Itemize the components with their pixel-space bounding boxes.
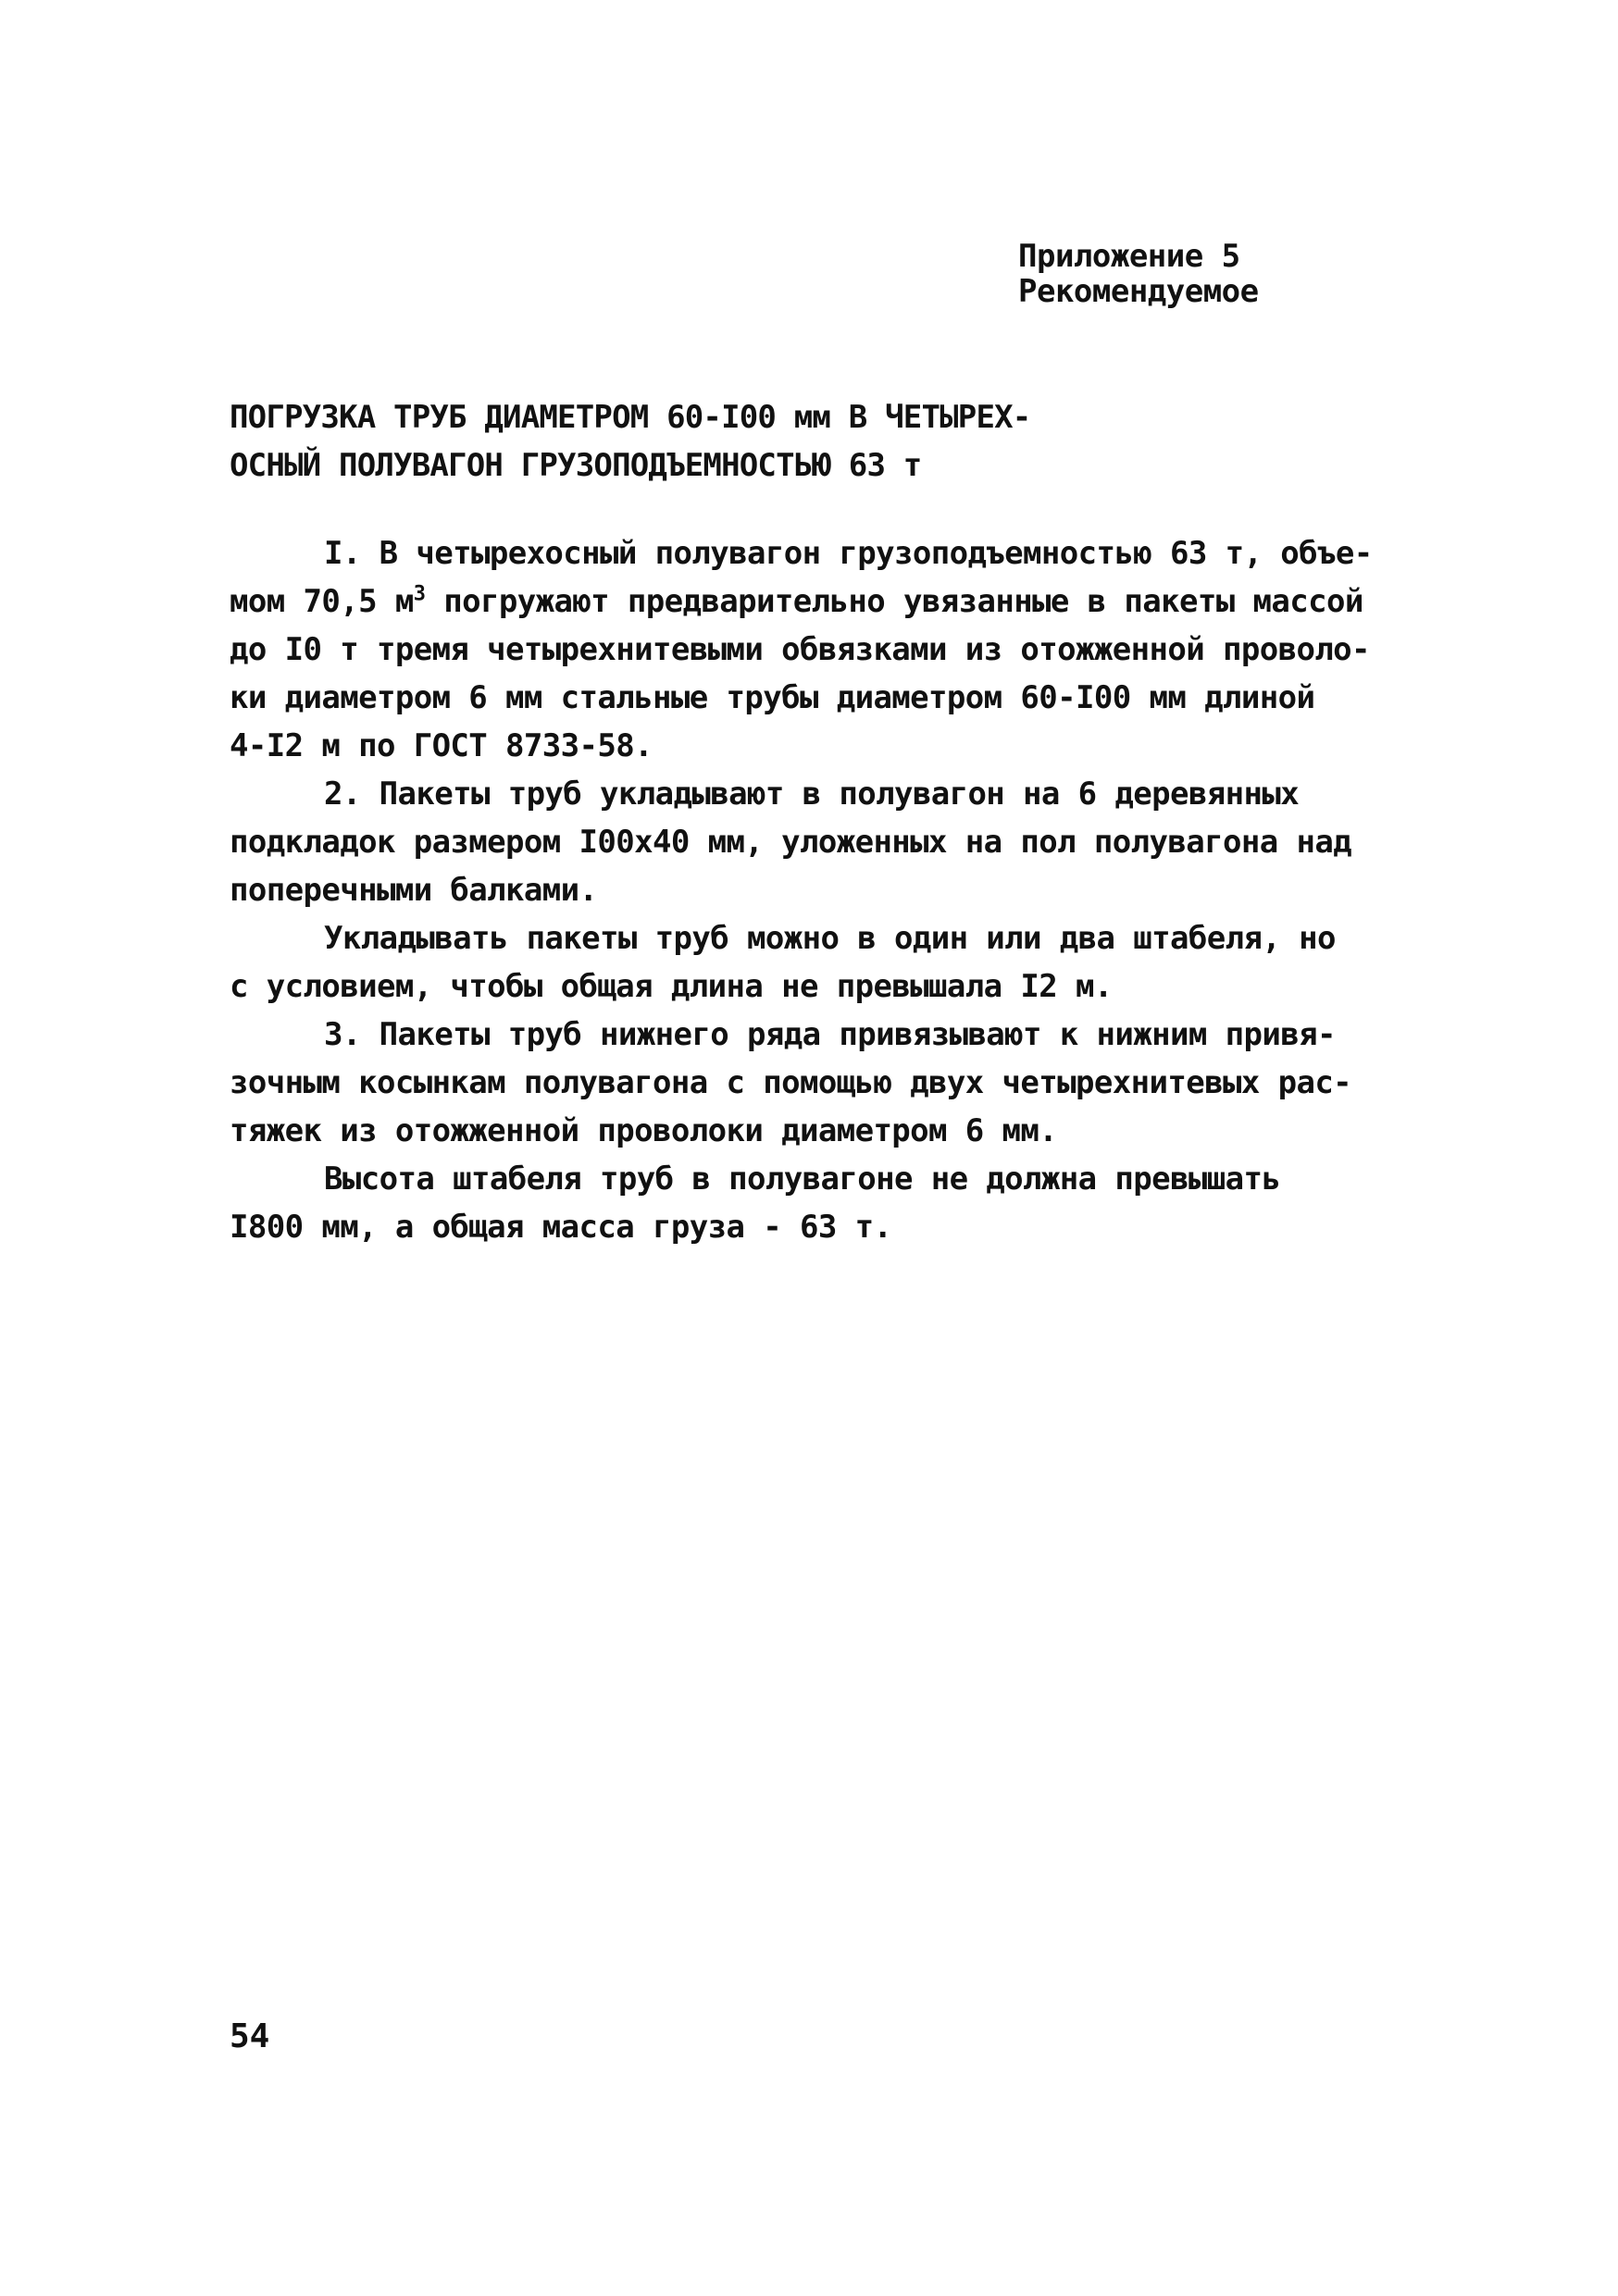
appendix-status: Рекомендуемое — [1018, 273, 1259, 310]
page-number: 54 — [230, 2017, 270, 2055]
volume-text: мом 70,5 м — [230, 583, 414, 620]
paragraph-1-line-3: до I0 т тремя четырехнитевыми обвязками из отожженной проволо- — [230, 631, 1370, 668]
paragraph-5-line-2: I800 мм, а общая масса груза - 63 т. — [230, 1209, 892, 1246]
paragraph-3-line-1: Укладывать пакеты труб можно в один или два штабеля, но — [324, 920, 1336, 957]
paragraph-5-line-1: Высота штабеля труб в полувагоне не должна превышать — [324, 1160, 1281, 1198]
paragraph-4-line-3: тяжек из отожженной проволоки диаметром 6 мм. — [230, 1112, 1058, 1149]
title-line-1: ПОГРУЗКА ТРУБ ДИАМЕТРОМ 60-I00 мм В ЧЕТЫРЕХ- — [230, 399, 1031, 436]
title-line-2: ОСНЫЙ ПОЛУВАГОН ГРУЗОПОДЪЕМНОСТЬЮ 63 т — [230, 447, 922, 484]
paragraph-3-line-2: с условием, чтобы общая длина не превышала I2 м. — [230, 968, 1113, 1005]
paragraph-1-line-1: I. В четырехосный полувагон грузоподъемностью 63 т, объе- — [324, 535, 1373, 572]
paragraph-4-line-1: 3. Пакеты труб нижнего ряда привязывают к нижним привя- — [324, 1016, 1336, 1053]
paragraph-2-line-2: подкладок размером I00x40 мм, уложенных на пол полувагона над — [230, 824, 1352, 861]
paragraph-2-line-1: 2. Пакеты труб укладывают в полувагон на 6 деревянных — [324, 776, 1300, 813]
appendix-header — [1018, 239, 1259, 309]
body-text — [230, 529, 1405, 1251]
paragraph-1-line-2-rest: погружают предварительно увязанные в пакеты массой — [425, 583, 1363, 620]
document-title — [230, 393, 1030, 490]
paragraph-1-line-5: 4-I2 м по ГОСТ 8733-58. — [230, 727, 653, 764]
paragraph-4-line-2: зочным косынкам полувагона с помощью двух четырехнитевых рас- — [230, 1064, 1352, 1101]
volume-superscript: 3 — [413, 582, 426, 606]
paragraph-1-line-4: ки диаметром 6 мм стальные трубы диаметром 60-I00 мм длиной — [230, 679, 1315, 716]
appendix-number: Приложение 5 — [1018, 238, 1240, 275]
paragraph-2-line-3: поперечными балками. — [230, 872, 598, 909]
paragraph-1-line-2 — [230, 577, 1405, 626]
